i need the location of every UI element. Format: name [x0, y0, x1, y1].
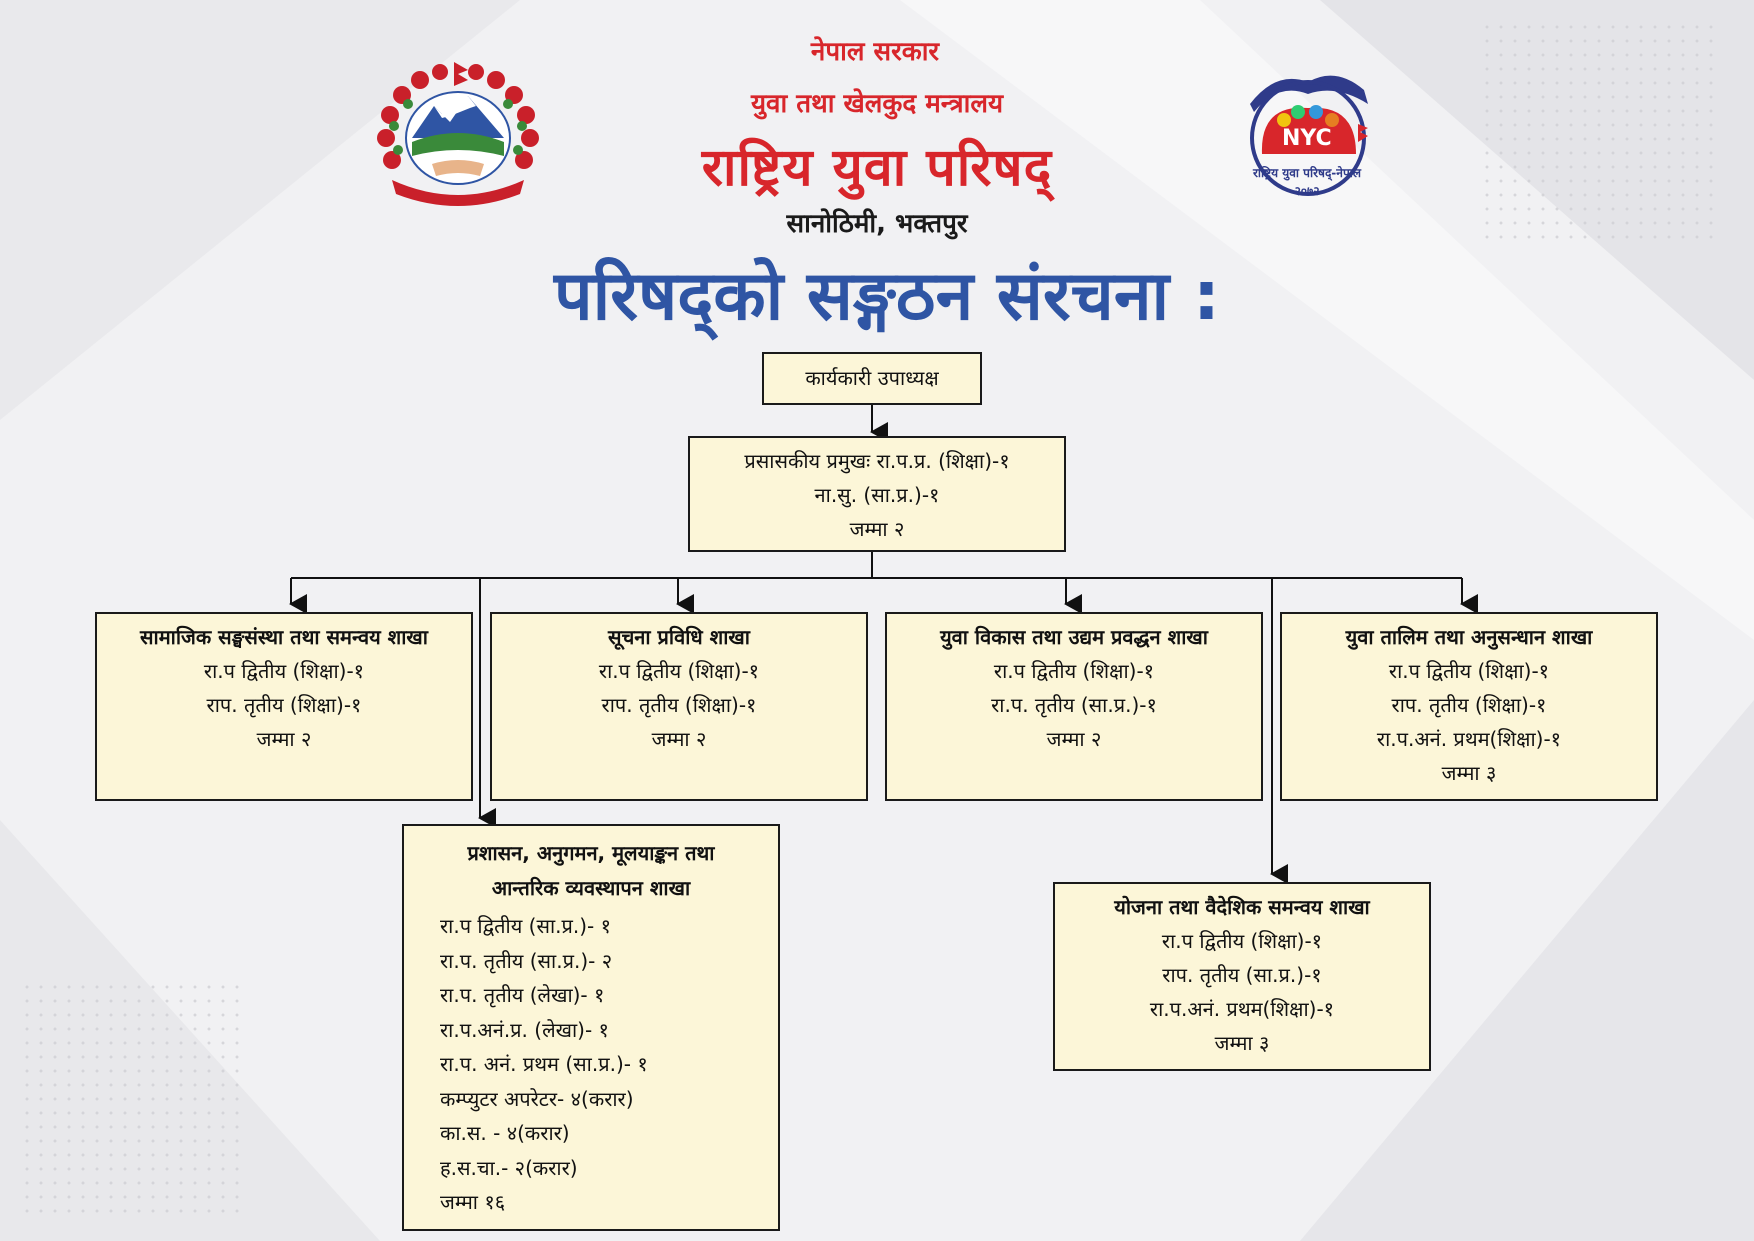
council-name: राष्ट्रिय युवा परिषद्: [701, 138, 1053, 198]
branch-staff-line: कम्प्युटर अपरेटर- ४(करार): [440, 1086, 634, 1111]
admin-chief-line: प्रसासकीय प्रमुखः रा.प.प्र. (शिक्षा)-१: [744, 449, 1010, 473]
branch-staff-line: ह.स.चा.- २(करार): [440, 1155, 578, 1180]
branch-total: जम्मा १६: [440, 1190, 506, 1214]
admin-chief-line: ना.सु. (सा.प्र.)-१: [814, 483, 940, 507]
branch-staff-line: रा.प. तृतीय (लेखा)- १: [440, 983, 605, 1007]
branch-staff-line: रा.प द्वितीय (शिक्षा)-१: [993, 659, 1155, 683]
admin-branch-box: [402, 824, 780, 1231]
branch-staff-line: राप. तृतीय (शिक्षा)-१: [1391, 693, 1547, 717]
vice-chair-label: कार्यकारी उपाध्यक्ष: [805, 366, 939, 390]
government-name: नेपाल सरकार: [810, 37, 940, 67]
ministry-name: युवा तथा खेलकुद मन्त्रालय: [750, 89, 1004, 119]
branch-staff-line: रा.प. अनं. प्रथम (सा.प्र.)- १: [440, 1052, 648, 1076]
branch-staff-line: रा.प द्वितीय (शिक्षा)-१: [1161, 929, 1323, 953]
planning-branch-box: [1053, 882, 1431, 1071]
council-location: सानोठिमी, भक्तपुर: [786, 209, 968, 239]
admin-chief-box: [688, 436, 1066, 552]
training-branch-title: युवा तालिम तथा अनुसन्धान शाखा: [1345, 625, 1593, 649]
branch-staff-line: राप. तृतीय (सा.प्र.)-१: [1162, 963, 1322, 987]
branch-total: जम्मा ३: [1441, 761, 1497, 785]
page-title: परिषद्को सङ्गठन संरचना :: [553, 257, 1221, 336]
youth-dev-branch-title: युवा विकास तथा उद्यम प्रवद्धन शाखा: [940, 625, 1208, 649]
vice-chair-box: [762, 352, 982, 405]
branch-staff-line: रा.प द्वितीय (शिक्षा)-१: [203, 659, 365, 683]
admin-branch-title: प्रशासन, अनुगमन, मूलयाङ्कन तथा: [467, 841, 715, 865]
youth-dev-branch-box: [885, 612, 1263, 801]
planning-branch-title: योजना तथा वैदेशिक समन्वय शाखा: [1114, 895, 1370, 919]
branch-total: जम्मा २: [651, 727, 707, 751]
branch-total: जम्मा २: [1046, 727, 1102, 751]
it-branch-title: सूचना प्रविधि शाखा: [608, 625, 750, 649]
branch-total: जम्मा ३: [1214, 1031, 1270, 1055]
branch-staff-line: रा.प द्वितीय (शिक्षा)-१: [1388, 659, 1550, 683]
branch-staff-line: का.स. - ४(करार): [440, 1121, 570, 1145]
branch-staff-line: रा.प द्वितीय (सा.प्र.)- १: [440, 914, 612, 938]
nyc-logo-year: २०७२: [1294, 184, 1320, 198]
branch-staff-line: रा.प. तृतीय (सा.प्र.)- २: [440, 948, 613, 973]
admin-branch-title: आन्तरिक व्यवस्थापन शाखा: [491, 875, 691, 900]
social-branch-box: [95, 612, 473, 801]
training-branch-box: [1280, 612, 1658, 801]
branch-staff-line: रा.प.अनं. प्रथम(शिक्षा)-१: [1376, 727, 1562, 751]
branch-staff-line: राप. तृतीय (शिक्षा)-१: [601, 693, 757, 717]
it-branch-box: [490, 612, 868, 801]
nyc-logo-text: NYC: [1282, 126, 1332, 151]
branch-staff-line: रा.प.अनं.प्र. (लेखा)- १: [440, 1017, 609, 1042]
nyc-logo-caption: राष्ट्रिय युवा परिषद्-नेपाल: [1252, 166, 1362, 180]
social-branch-title: सामाजिक सङ्घसंस्था तथा समन्वय शाखा: [140, 625, 428, 649]
branch-staff-line: रा.प. तृतीय (सा.प्र.)-१: [991, 693, 1157, 717]
branch-staff-line: रा.प.अनं. प्रथम(शिक्षा)-१: [1149, 997, 1335, 1021]
branch-total: जम्मा २: [256, 727, 312, 751]
branch-staff-line: राप. तृतीय (शिक्षा)-१: [206, 693, 362, 717]
branch-staff-line: रा.प द्वितीय (शिक्षा)-१: [598, 659, 760, 683]
admin-chief-total: जम्मा २: [849, 517, 905, 541]
